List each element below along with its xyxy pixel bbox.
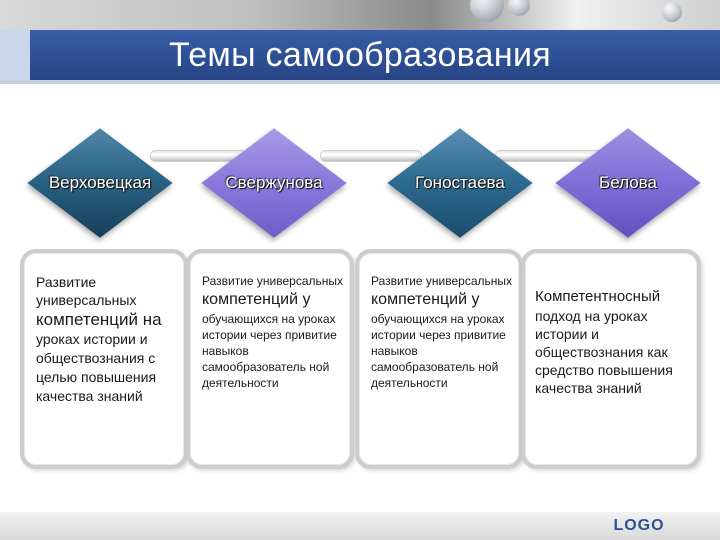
topic-line: компетенций у (371, 291, 480, 308)
teacher-name: Гоностаева (415, 173, 505, 192)
topic-text (202, 273, 344, 391)
topic-line: уроках истории и обществознания с целью повышения качества знаний (36, 331, 157, 404)
teacher-diamond-4 (548, 118, 708, 248)
teacher-diamond-1 (20, 118, 180, 248)
topic-line: Развитие универсальных (202, 274, 344, 288)
top-decorative-band (0, 0, 720, 30)
topic-card-4 (521, 249, 701, 469)
teacher-name: Свержунова (225, 173, 323, 192)
topic-line: компетенций на (36, 310, 162, 329)
teacher-name: Верховецкая (48, 173, 152, 192)
topic-line: обучающихся на уроках истории через привитие навыков самообразователь ной деятельности (202, 312, 337, 390)
topic-line: Компетентносный (535, 288, 661, 305)
topic-card-2 (186, 249, 354, 469)
topic-line: подход на уроках истории и обществознания как средство повышения качества знаний (535, 308, 673, 396)
topic-text (535, 287, 691, 397)
topic-line: обучающихся на уроках истории через привитие навыков самообразователь ной деятельности (371, 312, 506, 390)
topic-card-3 (355, 249, 523, 469)
teacher-diamond-3 (380, 118, 540, 248)
topic-line: Развитие универсальных (371, 274, 513, 288)
page-title: Темы самообразования (169, 36, 551, 74)
teacher-diamond-2 (194, 118, 354, 248)
topic-line: Развитие универсальных (36, 274, 137, 308)
topic-line: компетенций у (202, 291, 311, 308)
topic-text (371, 273, 513, 391)
topic-card-1 (20, 249, 188, 469)
topic-text (36, 273, 178, 406)
bubble-decoration (662, 2, 682, 22)
logo: LOGO (613, 517, 665, 534)
teacher-name: Белова (599, 173, 657, 192)
